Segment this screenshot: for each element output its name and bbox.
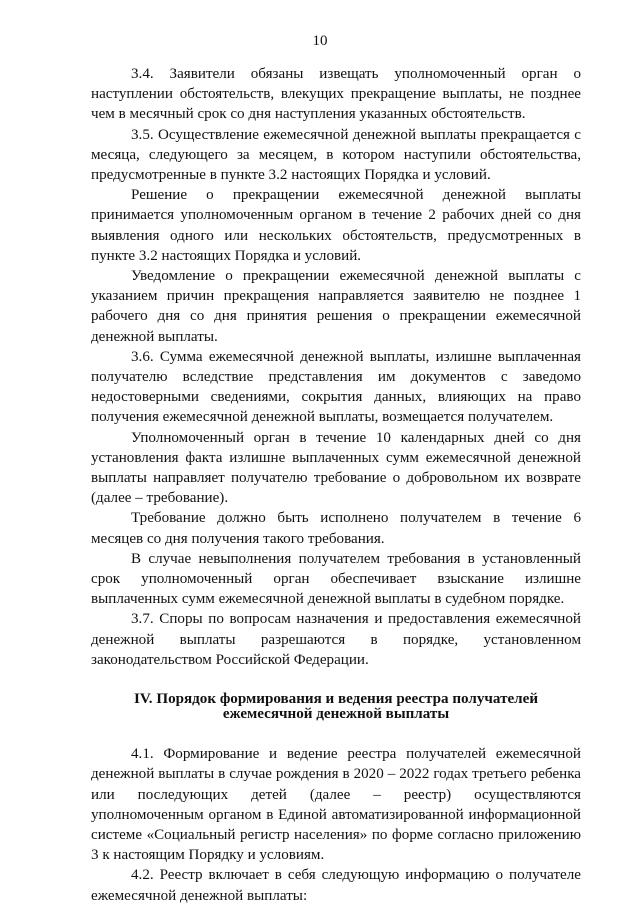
- paragraph-termination-decision: Решение о прекращении ежемесячной денежной выплаты принимается уполномоченным органом в течение 2 рабочих дней со дня выявления одного или нескольких обстоятельств, предусмотренных в пункте 3.2 настоящих Порядка и условий.: [91, 187, 581, 264]
- paragraph-termination-notice: Уведомление о прекращении ежемесячной денежной выплаты с указанием причин прекращения направляется заявителю не позднее 1 рабочего дня со дня принятия решения о прекращении ежемесячной денежной выплаты.: [91, 268, 581, 345]
- paragraph-3-4: 3.4. Заявители обязаны извещать уполномоченный орган о наступлении обстоятельств, влекущих прекращение выплаты, не позднее чем в месячный срок со дня наступления указанных обстоятельств.: [91, 66, 581, 123]
- paragraph-demand-deadline: Требование должно быть исполнено получателем в течение 6 месяцев со дня получения такого требования.: [91, 510, 581, 547]
- paragraph-court-recovery: В случае невыполнения получателем требования в установленный срок уполномоченный орган обеспечивает взыскание излишне выплаченных сумм ежемесячной денежной выплаты в судебном порядке.: [91, 550, 581, 608]
- page-number: 10: [312, 33, 328, 49]
- paragraph-3-6: 3.6. Сумма ежемесячной денежной выплаты, излишне выплаченная получателю вследствие представления им документов с заведомо недостоверными сведениями, сокрытия данных, влияющих на право получения ежемесячной денежной выплаты, возмещается получателем.: [91, 348, 581, 426]
- section-heading-line-2: ежемесячной денежной выплаты: [222, 706, 450, 723]
- paragraph-refund-demand: Уполномоченный орган в течение 10 календарных дней со дня установления факта излишне выплаченных сумм ежемесячной денежной выплаты направляет получателю требование о добровольном их возврате (далее – требование).: [91, 429, 581, 507]
- document-body: [91, 64, 581, 906]
- section-heading: [91, 692, 581, 722]
- paragraph-4-1: 4.1. Формирование и ведение реестра получателей ежемесячной денежной выплаты в случае рождения в 2020 – 2022 годах третьего ребенка или последующих детей (далее – реестр) осуществляются уполномоченным органом в Единой автоматизированной информационной системе «Социальный регистр населения» по форме согласно приложению 3 к настоящим Порядку и условиям.: [91, 746, 581, 864]
- paragraph-3-7: 3.7. Споры по вопросам назначения и предоставления ежемесячной денежной выплаты разрешаются в порядке, установленном законодательством Российской Федерации.: [91, 611, 581, 668]
- paragraph-3-5: 3.5. Осуществление ежемесячной денежной выплаты прекращается с месяца, следующего за месяцем, в котором наступили обстоятельства, предусмотренные в пункте 3.2 настоящих Порядка и условий.: [91, 126, 581, 184]
- section-heading-line-1: IV. Порядок формирования и ведения реестра получателей: [133, 691, 539, 708]
- paragraph-4-2: 4.2. Реестр включает в себя следующую информацию о получателе ежемесячной денежной выплаты:: [91, 867, 581, 904]
